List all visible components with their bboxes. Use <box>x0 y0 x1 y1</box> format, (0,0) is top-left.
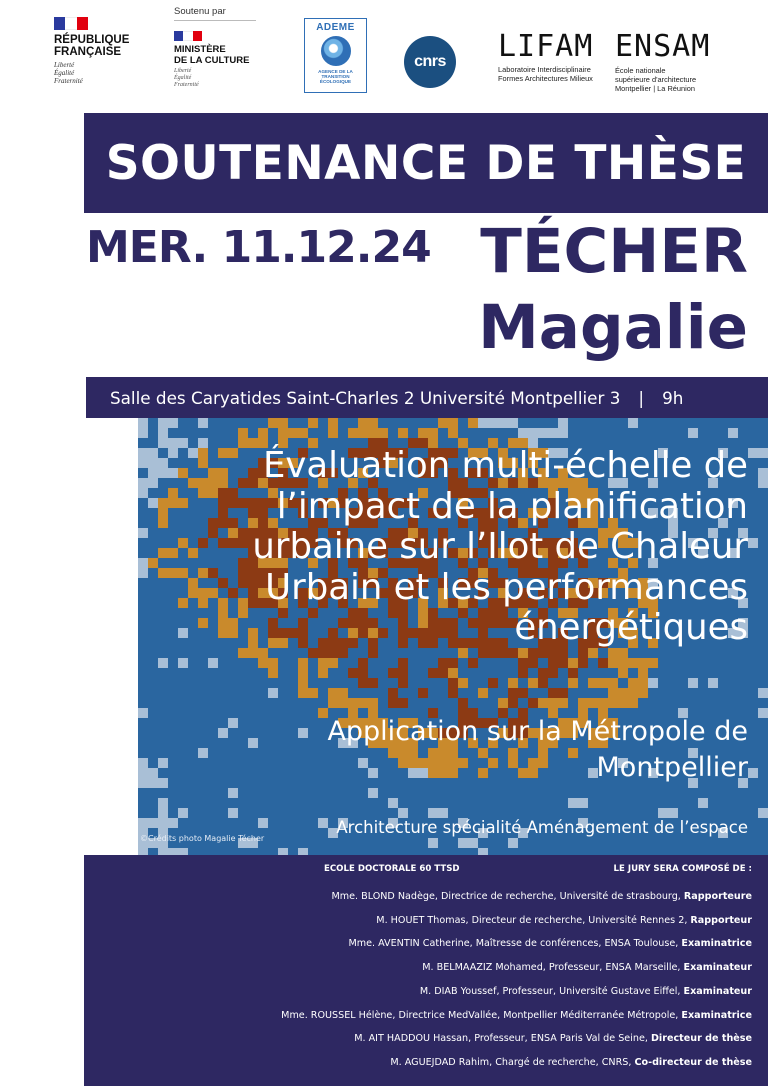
jury-member <box>281 885 752 909</box>
thesis-speciality: Architecture spécialité Aménagement de l’espace <box>336 818 748 837</box>
heat-map-photo <box>138 418 768 855</box>
jury-member <box>281 956 752 980</box>
venue-separator: | <box>638 387 645 408</box>
venue-band <box>86 377 768 418</box>
photo-credit: ©Crédits photo Magalie Técher <box>140 834 265 843</box>
thesis-title: Évaluation multi-échelle de l’impact de la planification urbaine sur l’Ilot de Chaleur Urbain et les performances énergétiques <box>252 445 748 648</box>
jury-member-role: Examinatrice <box>681 938 752 950</box>
venue-place: Salle des Caryatides Saint-Charles 2 Université Montpellier 3 <box>110 387 621 408</box>
french-flag-icon <box>174 31 202 41</box>
jury-member-role: Examinateur <box>683 962 752 974</box>
jury-member-details: M. DIAB Youssef, Professeur, Université Gustave Eiffel, <box>419 985 684 997</box>
jury-member-details: Mme. BLOND Nadège, Directrice de recherche, Université de strasbourg, <box>331 891 684 902</box>
logo-strip <box>0 0 768 112</box>
soutenu-par-label: Soutenu par <box>174 6 256 21</box>
cnrs-text: cnrs <box>414 53 446 70</box>
jury-member <box>281 1051 752 1075</box>
jury-member-details: Mme. ROUSSEL Hélène, Directrice MedVallée, Montpellier Méditerranée Métropole, <box>281 1009 682 1021</box>
jury-member-details: M. BELMAAZIZ Mohamed, Professeur, ENSA Marseille, <box>422 962 684 974</box>
jury-member-role: Co-directeur de thèse <box>634 1056 752 1068</box>
defense-date: MER. 11.12.24 <box>86 222 431 273</box>
jury-member <box>281 980 752 1004</box>
jury-member-role: Examinatrice <box>681 1009 752 1021</box>
candidate-last-name: TÉCHER <box>480 216 748 287</box>
ministere-name: MINISTÈRE DE LA CULTURE <box>174 44 250 66</box>
doctoral-school: ECOLE DOCTORALE 60 TTSD <box>324 864 460 874</box>
ensam-subtitle: École nationale supérieure d'architecture Montpellier | La Réunion <box>615 66 697 93</box>
lifam-logo <box>498 29 594 83</box>
ministere-motto: Liberté Égalité Fraternité <box>174 68 199 88</box>
jury-member-role: Rapporteur <box>690 914 752 926</box>
ensam-logo <box>615 29 711 93</box>
jury-member <box>281 1004 752 1028</box>
ademe-title: ADEME <box>316 22 355 33</box>
jury-member-details: Mme. AVENTIN Catherine, Maîtresse de conférences, ENSA Toulouse, <box>348 938 682 950</box>
republique-name: RÉPUBLIQUE FRANÇAISE <box>54 34 130 58</box>
jury-member <box>281 1027 752 1051</box>
jury-member-details: M. HOUET Thomas, Directeur de recherche, Université Rennes 2, <box>376 914 691 926</box>
jury-member-role: Directeur de thèse <box>650 1033 752 1045</box>
cnrs-logo <box>404 36 456 88</box>
ensam-wordmark: ENSAM <box>615 29 711 64</box>
jury-list <box>281 885 752 1075</box>
candidate-first-name: Magalie <box>478 292 748 363</box>
jury-member-role: Rapporteure <box>683 891 752 902</box>
jury-panel <box>84 855 768 1086</box>
lifam-wordmark: LIFAM <box>498 29 594 64</box>
jury-member-details: M. AGUEJDAD Rahim, Chargé de recherche, CNRS, <box>390 1056 635 1068</box>
thesis-subtitle: Application sur la Métropole de Montpellier <box>327 716 748 783</box>
republique-francaise-logo <box>54 17 129 85</box>
republique-motto: Liberté Égalité Fraternité <box>54 61 83 85</box>
french-flag-icon <box>54 17 88 30</box>
jury-member <box>281 909 752 933</box>
title-band <box>84 113 768 213</box>
lifam-subtitle: Laboratoire Interdisciplinaire Formes Architectures Milieux <box>498 65 593 83</box>
ademe-logo <box>304 18 367 93</box>
globe-icon <box>321 36 351 66</box>
ministere-culture-logo <box>174 6 256 89</box>
jury-member-details: M. AIT HADDOU Hassan, Professeur, ENSA Paris Val de Seine, <box>354 1033 651 1045</box>
jury-member-role: Examinateur <box>683 985 752 997</box>
jury-member <box>281 932 752 956</box>
ademe-subtitle: AGENCE DE LA TRANSITION ÉCOLOGIQUE <box>318 69 353 85</box>
jury-heading: LE JURY SERA COMPOSÉ DE : <box>613 864 752 874</box>
poster-title: SOUTENANCE DE THÈSE <box>105 135 747 191</box>
venue-time: 9h <box>662 387 684 408</box>
